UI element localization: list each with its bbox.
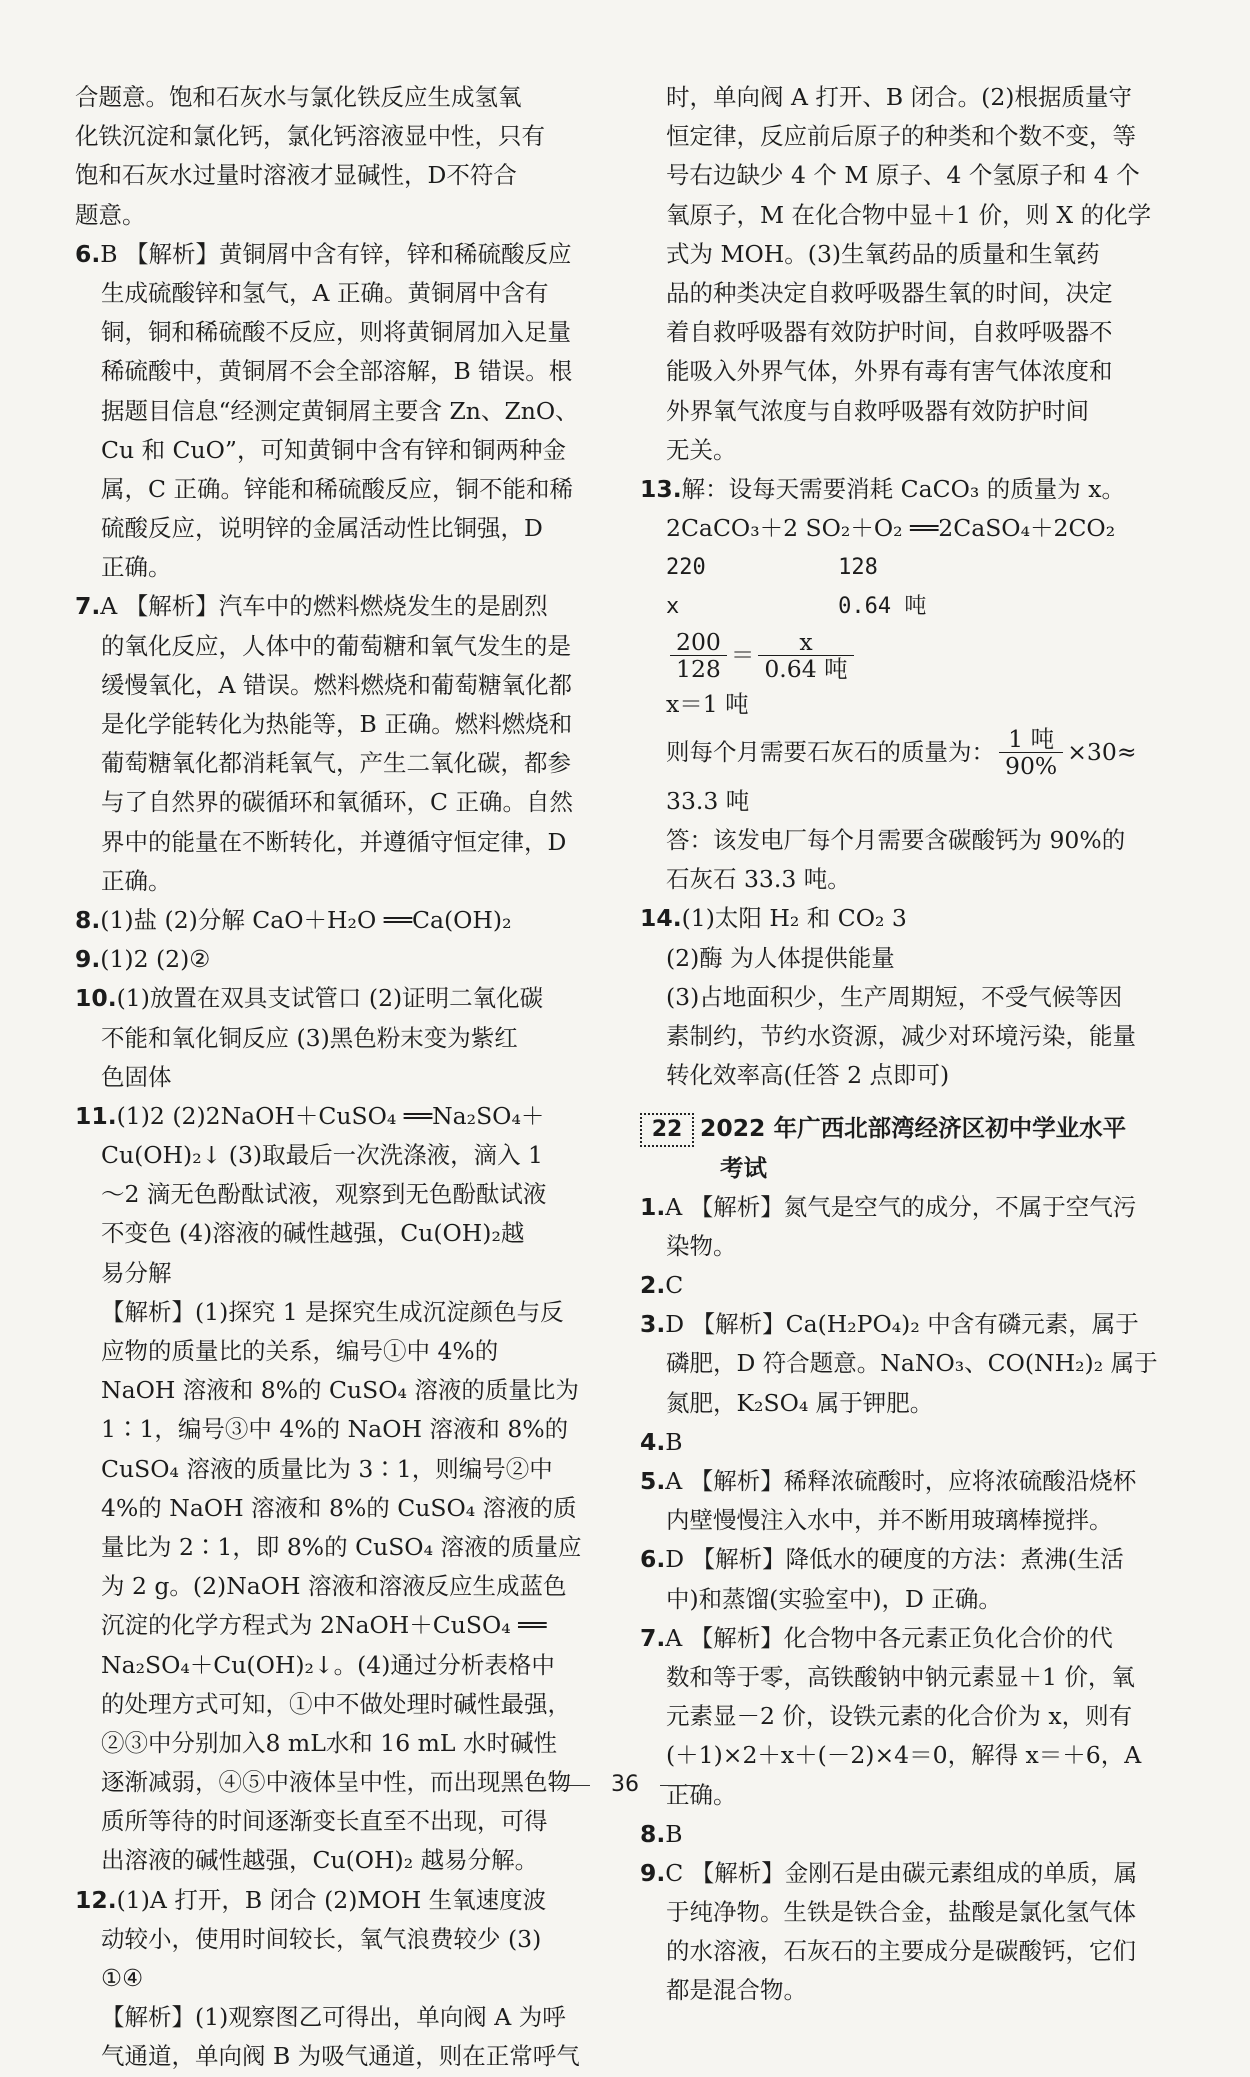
answer-text: (1)A 打开，B 闭合 (2)MOH 生氧速度波 [116,1885,547,1914]
page-footer [0,1772,1250,1797]
question-number: 10. [75,984,117,1013]
q13-answer-line2: 石灰石 33.3 吨。 [666,865,851,894]
answer-text: 出溶液的碱性越强，Cu(OH)₂ 越易分解。 [101,1846,539,1875]
answer-text: (1)2 (2)② [100,945,211,974]
q13-fraction-right: $\frac{x}{\text{0.64 吨}}$ [758,629,853,682]
answer-text: 量比为 2∶1，即 8%的 CuSO₄ 溶液的质量应 [101,1532,582,1561]
continuation-line: 恒定律，反应前后原子的种类和个数不变，等 [666,122,1136,151]
section-answer-line [640,1736,1170,1775]
left-column-line [75,1685,595,1724]
left-column-line [75,1136,595,1175]
answer-text: 气通道，单向阀 B 为吸气通道，则在正常呼气 [101,2042,580,2071]
left-column-line [75,548,595,587]
q13-fraction-left: $\frac{200}{128}$ [670,629,727,682]
answer-text: 是化学能转化为热能等，B 正确。燃料燃烧和 [101,710,573,738]
continuation-line: 时，单向阀 A 打开、B 闭合。(2)根据质量守 [666,83,1132,111]
answer-text: ～2 滴无色酚酞试液，观察到无色酚酞试液 [101,1180,547,1209]
answer-text: 化铁沉淀和氯化钙，氯化钙溶液显中性，只有 [75,122,545,151]
section-answer-line [640,1971,1170,2010]
answer-text: 硫酸反应，说明锌的金属活动性比铜强，D [101,514,543,543]
answer-text: ①④ [101,1964,144,1992]
answer-text: NaOH 溶液和 8%的 CuSO₄ 溶液的质量比为 [101,1376,579,1405]
answer-text: 1∶1，编号③中 4%的 NaOH 溶液和 8%的 [101,1415,569,1444]
continuation-line: 号右边缺少 4 个 M 原子、4 个氢原子和 4 个 [666,161,1140,190]
left-column-line [75,744,595,783]
section-answer-line [640,1658,1170,1697]
left-column-line [75,1214,595,1253]
left-column-line [75,1097,595,1136]
question-number: 14. [640,904,682,933]
section-answer-line [640,1854,1170,1893]
q13-equation: 2CaCO₃＋2 SO₂＋O₂ ══2CaSO₄＋2CO₂ [666,514,1116,543]
left-column-line [75,1175,595,1214]
answer-text: 正确。 [101,553,172,582]
question-number: 6. [640,1545,666,1574]
left-column-line [75,1606,595,1645]
section-answer-line [640,1188,1170,1227]
question-number: 8. [640,1819,666,1848]
question-number: 11. [75,1101,117,1130]
answer-text: C [665,1271,684,1300]
answer-text: (1)2 (2)2NaOH＋CuSO₄ ══Na₂SO₄＋ [116,1101,545,1130]
answer-text: 沉淀的化学方程式为 2NaOH＋CuSO₄ ══ [101,1611,547,1640]
left-column-line [75,196,595,235]
section-answer-line [640,1344,1170,1383]
answer-text: 染物。 [666,1231,737,1260]
section-answer-line [640,1501,1170,1540]
answer-text: D 【解析】降低水的硬度的方法：煮沸(生活 [665,1545,1124,1574]
answer-text: Cu 和 CuO”，可知黄铜中含有锌和铜两种金 [101,435,566,464]
left-column-line [75,1371,595,1410]
answer-text: 易分解 [101,1258,172,1287]
answer-text: 应物的质量比的关系，编号①中 4%的 [101,1337,499,1365]
answer-text: Cu(OH)₂↓ (3)取最后一次洗涤液，滴入 1 [101,1141,544,1170]
answer-text: 元素显－2 价，设铁元素的化合价为 x，则有 [666,1702,1133,1731]
left-column-line [75,2037,595,2076]
q13-variable-row: x 0.64 吨 [666,594,927,620]
continuation-line: 外界氧气浓度与自救呼吸器有效防护时间 [666,396,1089,425]
answer-text: 都是混合物。 [666,1976,807,2005]
answer-text: B 【解析】黄铜屑中含有锌，锌和稀硫酸反应 [100,239,572,268]
answer-text: C 【解析】金刚石是由碳元素组成的单质，属 [665,1858,1138,1887]
left-column-line [75,783,595,822]
answer-text: 据题目信息“经测定黄铜屑主要含 Zn、ZnO、 [101,396,579,425]
left-column-line [75,666,595,705]
left-column-line [75,509,595,548]
continuation-line: 氧原子，M 在化合物中显＋1 价，则 X 的化学 [666,200,1152,229]
left-column-line [75,1959,595,1998]
left-column-line [75,1450,595,1489]
answer-text: 内壁慢慢注入水中，并不断用玻璃棒搅拌。 [666,1506,1113,1535]
question-number: 6. [75,239,101,268]
answer-text: 4%的 NaOH 溶液和 8%的 CuSO₄ 溶液的质 [101,1493,577,1522]
question-13 [640,470,1170,900]
right-column-continuation [640,78,1170,470]
section-answer-line [640,1227,1170,1266]
left-column-line [75,705,595,744]
continuation-line: 式为 MOH。(3)生氧药品的质量和生氧药 [666,239,1100,268]
left-column-line [75,352,595,391]
left-column-line [75,156,595,195]
section-answer-line [640,1580,1170,1619]
left-column-line [75,313,595,352]
left-column-line [75,1802,595,1841]
left-column-line [75,1058,595,1097]
answer-text: A 【解析】化合物中各元素正负化合价的代 [665,1623,1113,1652]
footer-dash-left [550,1785,590,1786]
left-column-line [75,587,595,626]
left-column-line [75,1567,595,1606]
question-number: 12. [75,1885,117,1914]
question-number: 2. [640,1271,666,1300]
answer-text: 不变色 (4)溶液的碱性越强，Cu(OH)₂越 [101,1219,525,1248]
q13-result: x＝1 吨 [666,689,749,718]
answer-text: 逐渐减弱，④⑤中液体呈中性，而出现黑色物 [101,1768,571,1797]
left-column-line [75,1019,595,1058]
answer-text: ②③中分别加入8 mL水和 16 mL 水时碱性 [101,1728,558,1757]
answer-text: 【解析】(1)观察图乙可得出，单向阀 A 为呼 [101,2003,566,2032]
section-title-line1: 2022 年广西北部湾经济区初中学业水平 [700,1114,1127,1143]
section-answers [640,1188,1170,2011]
section-heading [640,1109,1170,1187]
q13-proportion [640,627,1170,685]
question-number: 1. [640,1192,666,1221]
answer-text: CuSO₄ 溶液的质量比为 3∶1，则编号②中 [101,1454,553,1483]
left-column-line [75,1998,595,2037]
section-answer-line [640,1462,1170,1501]
question-number: 5. [640,1467,666,1495]
section-answer-line [640,1893,1170,1932]
q13-monthly-calc: 则每个月需要石灰石的质量为： $\frac{\text{1 吨}}{90\%}$ ×30≈ [666,725,1137,781]
question-number: 9. [75,945,101,974]
q13-monthly-fraction: $\frac{\text{1 吨}}{90\%}$ [999,726,1063,779]
answer-text: B [665,1427,683,1456]
answer-text: 的氧化反应，人体中的葡萄糖和氧气发生的是 [101,631,571,660]
left-column-line [75,1841,595,1880]
answer-text: 中)和蒸馏(实验室中)，D 正确。 [666,1584,1002,1613]
left-column-line [75,274,595,313]
left-column-line [75,392,595,431]
answer-text: 属，C 正确。锌能和稀硫酸反应，铜不能和稀 [101,474,573,503]
answer-text: 素制约，节约水资源，减少对环境污染，能量 [666,1021,1136,1050]
section-answer-line [640,1815,1170,1854]
question-number: 7. [640,1623,666,1652]
q13-mass-row: 220 128 [666,555,878,581]
section-answer-line [640,1932,1170,1971]
answer-text: 氮肥，K₂SO₄ 属于钾肥。 [666,1388,934,1417]
answer-text: (1)放置在双具支试管口 (2)证明二氧化碳 [116,984,544,1013]
left-column-line [75,1920,595,1959]
answer-text: 动较小，使用时间较长，氧气浪费较少 (3) [101,1924,542,1953]
q14-line [640,978,1170,1017]
continuation-line: 品的种类决定自救呼吸器生氧的时间，决定 [666,278,1113,307]
q13-monthly-value: 33.3 吨 [666,786,750,815]
q14-line [640,899,1170,938]
section-answer-line [640,1266,1170,1305]
answer-text: 葡萄糖氧化都消耗氧气，产生二氧化碳，都参 [101,749,571,778]
left-column-line [75,1489,595,1528]
answer-text: Na₂SO₄＋Cu(OH)₂↓。(4)通过分析表格中 [101,1650,555,1679]
answer-text: D 【解析】Ca(H₂PO₄)₂ 中含有磷元素，属于 [665,1310,1139,1339]
answer-text: 合题意。饱和石灰水与氯化铁反应生成氢氧 [75,83,522,111]
q13-number: 13. [640,474,682,503]
answer-text: 转化效率高(任答 2 点即可) [666,1061,950,1090]
answer-text: 色固体 [101,1062,172,1091]
answer-text: 磷肥，D 符合题意。NaNO₃、CO(NH₂)₂ 属于 [666,1349,1158,1378]
left-column-line [75,1293,595,1332]
section-answer-line [640,1540,1170,1579]
section-answer-line [640,1305,1170,1344]
answer-text: 数和等于零，高铁酸钠中钠元素显＋1 价，氧 [666,1662,1135,1691]
left-column-line [75,901,595,940]
answer-text: 的处理方式可知，①中不做处理时碱性最强， [101,1689,571,1718]
left-column-line [75,78,595,117]
q14-line [640,1056,1170,1095]
q13-equals: ＝ [730,641,755,670]
answer-text: 缓慢氧化，A 错误。燃料燃烧和葡萄糖氧化都 [101,670,572,699]
q13-answer-line1: 答：该发电厂每个月需要含碳酸钙为 90%的 [666,826,1126,854]
answer-text: 题意。 [75,200,146,229]
left-column-line [75,117,595,156]
question-number: 8. [75,905,101,934]
left-column-line [75,235,595,274]
answer-text: A 【解析】稀释浓硫酸时，应将浓硫酸沿烧杯 [665,1467,1137,1495]
answer-text: (＋1)×2＋x＋(－2)×4＝0，解得 x＝＋6，A [666,1741,1142,1770]
question-number: 3. [640,1310,666,1339]
answer-text: 于纯净物。生铁是铁合金，盐酸是氯化氢气体 [666,1898,1136,1927]
section-title-line2: 考试 [720,1153,767,1182]
left-column-line [75,862,595,901]
question-number: 9. [640,1858,666,1887]
left-column-line [75,1410,595,1449]
question-14 [640,899,1170,1095]
answer-text: 饱和石灰水过量时溶液才显碱性，D不符合 [75,161,517,190]
section-answer-line [640,1423,1170,1462]
answer-text: 质所等待的时间逐渐变长直至不出现，可得 [101,1807,548,1836]
answer-text: (1)太阳 H₂ 和 CO₂ 3 [681,904,907,933]
left-column-line [75,940,595,979]
answer-text: A 【解析】氮气是空气的成分，不属于空气污 [665,1192,1137,1221]
answer-text: 界中的能量在不断转化，并遵循守恒定律，D [101,827,567,856]
section-answer-line [640,1619,1170,1658]
question-number: 7. [75,592,101,621]
left-column-line [75,1528,595,1567]
continuation-line: 无关。 [666,435,737,464]
answer-text: 【解析】(1)探究 1 是探究生成沉淀颜色与反 [101,1297,564,1326]
answer-text: 不能和氧化铜反应 (3)黑色粉末变为紫红 [101,1023,518,1052]
footer-dash-right [660,1785,700,1786]
answer-text: 的水溶液，石灰石的主要成分是碳酸钙，它们 [666,1937,1136,1966]
left-column-line [75,1724,595,1763]
left-column-line [75,1646,595,1685]
left-column-line [75,627,595,666]
answer-text: 为 2 g。(2)NaOH 溶液和溶液反应生成蓝色 [101,1572,567,1601]
left-column-line [75,979,595,1018]
answer-text: (2)酶 为人体提供能量 [666,943,895,972]
left-column-line [75,823,595,862]
q13-intro: 解：设每天需要消耗 CaCO₃ 的质量为 x。 [681,474,1125,503]
left-column-line [75,1332,595,1371]
section-answer-line [640,1384,1170,1423]
continuation-line: 着自救呼吸器有效防护时间，自救呼吸器不 [666,318,1113,347]
answer-text: A 【解析】汽车中的燃料燃烧发生的是剧烈 [100,592,548,621]
answer-text: 与了自然界的碳循环和氧循环，C 正确。自然 [101,788,573,817]
left-column-line [75,1254,595,1293]
section-badge: 22 [640,1113,694,1147]
question-number: 4. [640,1427,666,1456]
answer-text: 正确。 [101,866,172,895]
answer-text: 铜，铜和稀硫酸不反应，则将黄铜屑加入足量 [101,318,571,347]
answer-text: B [665,1819,683,1848]
answer-text: (1)盐 (2)分解 CaO＋H₂O ══Ca(OH)₂ [100,905,512,934]
answer-text: 生成硫酸锌和氢气，A 正确。黄铜屑中含有 [101,278,549,307]
answer-text: 稀硫酸中，黄铜屑不会全部溶解，B 错误。根 [101,357,573,386]
answer-text: (3)占地面积少，生产周期短，不受气候等因 [666,982,1123,1011]
section-answer-line [640,1697,1170,1736]
q14-line [640,1017,1170,1056]
right-column [640,78,1170,2011]
continuation-line: 能吸入外界气体，外界有毒有害气体浓度和 [666,357,1113,386]
page-number: 36 [611,1772,639,1797]
left-column-line [75,431,595,470]
answer-text: 正确。 [666,1780,737,1809]
left-column-line [75,1881,595,1920]
q14-line [640,939,1170,978]
left-column-line [75,470,595,509]
